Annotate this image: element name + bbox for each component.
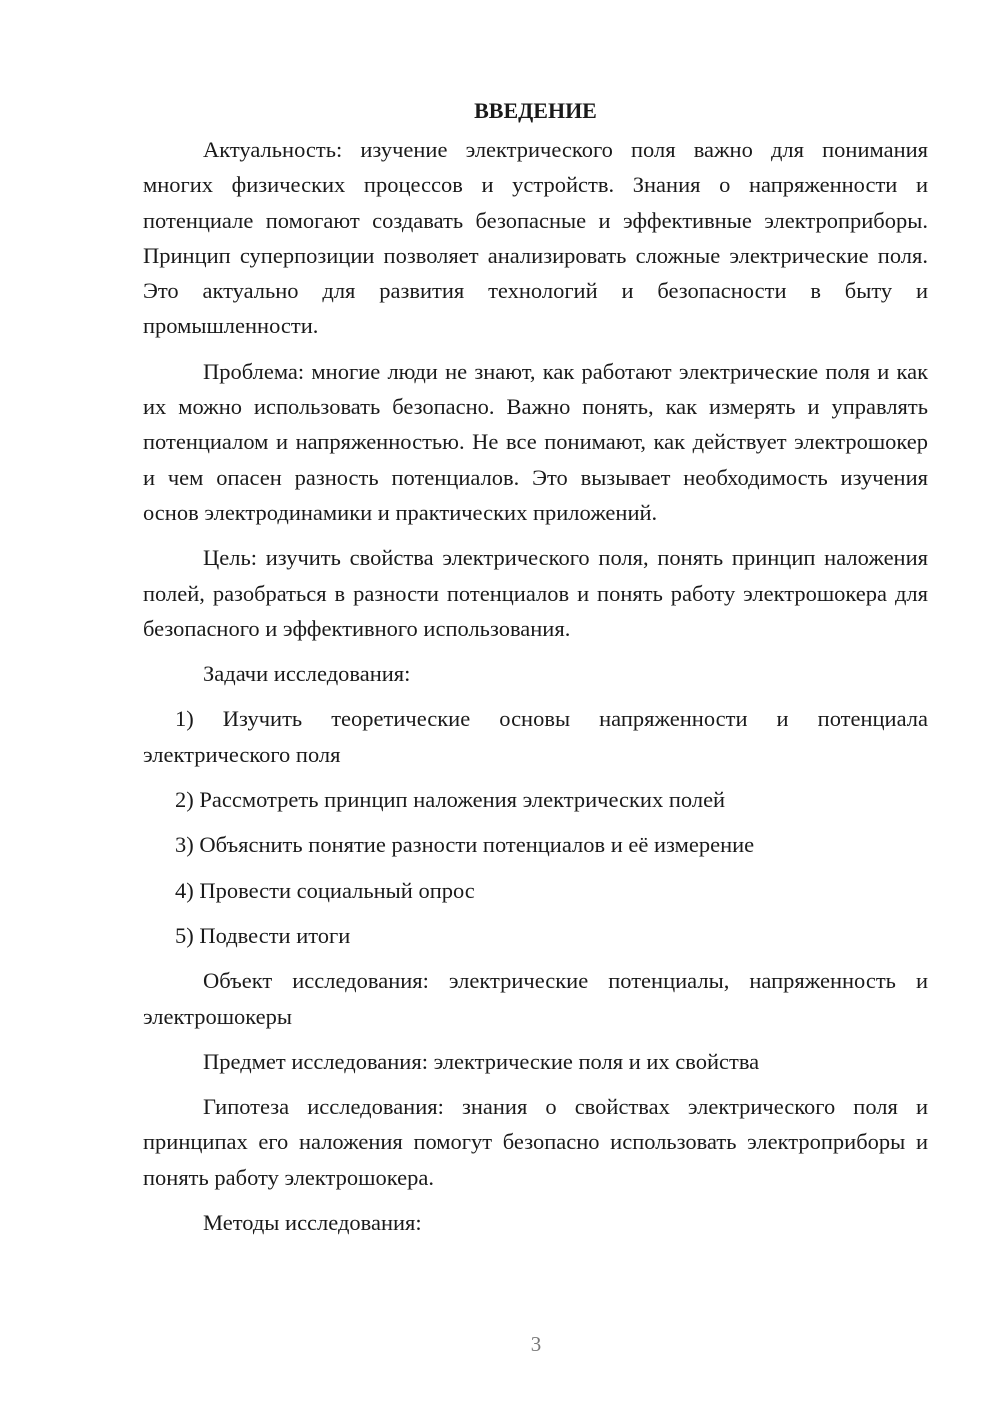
paragraph-object: Объект исследования: электрические потенциалы, напряженность и электрошокеры xyxy=(143,968,928,1029)
task-item-4: 4) Провести социальный опрос xyxy=(175,877,475,903)
paragraph-methods: Методы исследования: xyxy=(203,1210,422,1236)
paragraph-tasks-heading: Задачи исследования: xyxy=(203,661,411,687)
section-title: ВВЕДЕНИЕ xyxy=(474,98,597,123)
task-item-1: 1) Изучить теоретические основы напряженности и потенциала электрического поля xyxy=(143,706,928,767)
task-item-2: 2) Рассмотреть принцип наложения электрических полей xyxy=(175,787,726,813)
paragraph-goal: Цель: изучить свойства электрического поля, понять принцип наложения полей, разобраться в разности потенциалов и понять работу электрошокера для безопасного и эффективного использования. xyxy=(143,545,928,641)
paragraph-relevance: Актуальность: изучение электрического поля важно для понимания многих физических процессов и устройств. Знания о напряженности и потенциале помогают создавать безопасные и эффективные электроприборы. Принцип суперпозиции позволяет анализировать сложные электрические поля. Это актуально для развития технологий и безопасности в быту и промышленности. xyxy=(143,137,928,339)
paragraph-hypothesis: Гипотеза исследования: знания о свойствах электрического поля и принципах его наложения помогут безопасно использовать электроприборы и понять работу электрошокера. xyxy=(143,1094,928,1190)
paragraph-subject: Предмет исследования: электрические поля и их свойства xyxy=(203,1048,760,1074)
task-item-5: 5) Подвести итоги xyxy=(175,922,351,948)
task-item-3: 3) Объяснить понятие разности потенциалов и её измерение xyxy=(175,832,755,858)
page-number: 3 xyxy=(530,1332,542,1356)
paragraph-problem: Проблема: многие люди не знают, как работают электрические поля и как их можно использовать безопасно. Важно понять, как измерять и управлять потенциалом и напряженностью. Не все понимают, как действует электрошокер и чем опасен разность потенциалов. Это вызывает необходимость изучения основ электродинамики и практических приложений. xyxy=(143,358,928,525)
